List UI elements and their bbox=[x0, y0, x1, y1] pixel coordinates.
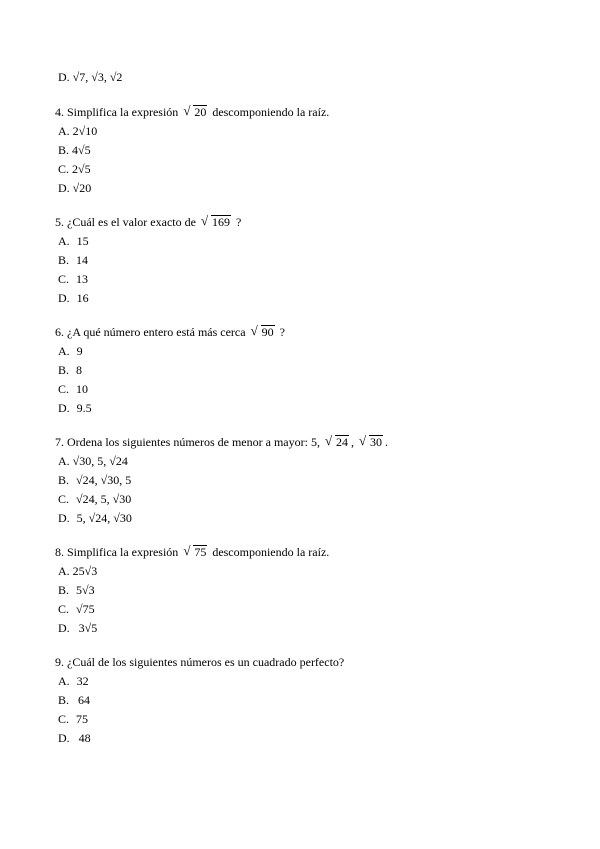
sqrt-expression: √ 20 bbox=[183, 103, 207, 119]
option-label: C. bbox=[58, 712, 70, 726]
option-q9-d bbox=[58, 731, 91, 745]
option-label: D. bbox=[58, 401, 70, 415]
option-q4-a bbox=[58, 124, 97, 138]
option-text: √20 bbox=[72, 181, 92, 195]
option-q5-d bbox=[58, 291, 89, 305]
option-label: C. bbox=[58, 162, 70, 176]
option-q7-a bbox=[58, 454, 128, 468]
question-4 bbox=[55, 105, 329, 119]
option-q6-d bbox=[58, 401, 92, 415]
separator: , bbox=[350, 435, 354, 449]
radicand: 90 bbox=[261, 325, 274, 339]
question-text-suffix: ? bbox=[235, 215, 242, 229]
question-9 bbox=[55, 655, 344, 669]
option-label: D. bbox=[58, 181, 70, 195]
option-text: √7, √3, √2 bbox=[72, 70, 123, 84]
radicand: 24 bbox=[335, 435, 348, 449]
option-text: √30, 5, √24 bbox=[72, 454, 128, 468]
option-text: 9 bbox=[76, 344, 83, 358]
option-text: 9.5 bbox=[76, 401, 92, 415]
option-label: B. bbox=[58, 583, 70, 597]
option-text: 8 bbox=[76, 363, 83, 377]
option-q8-d bbox=[58, 621, 97, 635]
sqrt-expression: √ 90 bbox=[250, 323, 274, 339]
question-text-suffix: ? bbox=[279, 325, 285, 339]
sqrt-expression-2: √ 30 bbox=[358, 433, 382, 449]
option-label: A. bbox=[58, 344, 70, 358]
option-text: 4√5 bbox=[72, 143, 91, 157]
option-label: A. bbox=[58, 124, 70, 138]
option-q4-d bbox=[58, 181, 91, 195]
option-label: D. bbox=[58, 70, 70, 84]
option-text: 5√3 bbox=[76, 583, 95, 597]
option-label: A. bbox=[58, 234, 70, 248]
option-q5-a bbox=[58, 234, 89, 248]
question-7 bbox=[55, 435, 388, 449]
option-text: 2√5 bbox=[72, 162, 91, 176]
sqrt-expression: √ 169 bbox=[200, 213, 230, 229]
option-label: A. bbox=[58, 674, 70, 688]
option-label: B. bbox=[58, 143, 70, 157]
question-5 bbox=[55, 215, 241, 229]
question-text: 8. Simplifica la expresión bbox=[55, 545, 179, 559]
option-q5-b bbox=[58, 253, 88, 267]
question-6 bbox=[55, 325, 285, 339]
option-text: 64 bbox=[78, 693, 91, 707]
option-label: D. bbox=[58, 511, 70, 525]
radicand: 169 bbox=[211, 215, 230, 229]
option-text: 10 bbox=[76, 382, 89, 396]
option-text: √24, 5, √30 bbox=[76, 492, 132, 506]
question-text-suffix: descomponiendo la raíz. bbox=[212, 545, 330, 559]
option-label: A. bbox=[58, 564, 70, 578]
option-q9-c bbox=[58, 712, 88, 726]
question-8 bbox=[55, 545, 329, 559]
option-text: 13 bbox=[76, 272, 89, 286]
option-label: B. bbox=[58, 253, 70, 267]
question-text-suffix: . bbox=[384, 435, 388, 449]
option-label: D. bbox=[58, 731, 70, 745]
option-q6-c bbox=[58, 382, 88, 396]
option-q9-b bbox=[58, 693, 90, 707]
option-q7-d bbox=[58, 511, 132, 525]
option-text: √75 bbox=[76, 602, 95, 616]
question-text: 9. ¿Cuál de los siguientes números es un cuadrado perfecto? bbox=[55, 655, 345, 669]
option-label: B. bbox=[58, 693, 70, 707]
radicand: 20 bbox=[194, 105, 207, 119]
question-text: 5. ¿Cuál es el valor exacto de bbox=[55, 215, 196, 229]
option-label: B. bbox=[58, 363, 70, 377]
option-label: C. bbox=[58, 602, 70, 616]
option-label: A. bbox=[58, 454, 70, 468]
question-text: 7. Ordena los siguientes números de menor a mayor: 5, bbox=[55, 435, 320, 449]
option-text: 48 bbox=[78, 731, 91, 745]
option-q4-c bbox=[58, 162, 91, 176]
option-text: 2√10 bbox=[72, 124, 98, 138]
option-q4-b bbox=[58, 143, 91, 157]
option-label: D. bbox=[58, 291, 70, 305]
option-label: C. bbox=[58, 492, 70, 506]
question-text: 4. Simplifica la expresión bbox=[55, 105, 179, 119]
option-text: 14 bbox=[76, 253, 89, 267]
option-text: 15 bbox=[76, 234, 89, 248]
option-q3-d bbox=[58, 70, 122, 84]
question-text: 6. ¿A qué número entero está más cerca bbox=[55, 325, 246, 339]
option-q8-c bbox=[58, 602, 95, 616]
option-q8-a bbox=[58, 564, 97, 578]
option-q6-b bbox=[58, 363, 82, 377]
sqrt-expression: √ 75 bbox=[183, 543, 207, 559]
option-label: C. bbox=[58, 272, 70, 286]
option-text: 75 bbox=[76, 712, 89, 726]
option-label: C. bbox=[58, 382, 70, 396]
sqrt-expression-1: √ 24 bbox=[324, 433, 348, 449]
option-q8-b bbox=[58, 583, 95, 597]
option-q9-a bbox=[58, 674, 89, 688]
option-q5-c bbox=[58, 272, 88, 286]
option-text: 32 bbox=[76, 674, 89, 688]
question-text-suffix: descomponiendo la raíz. bbox=[212, 105, 330, 119]
radicand: 75 bbox=[194, 545, 207, 559]
option-label: B. bbox=[58, 473, 70, 487]
option-label: D. bbox=[58, 621, 70, 635]
option-q7-c bbox=[58, 492, 131, 506]
option-q7-b bbox=[58, 473, 131, 487]
option-text: 5, √24, √30 bbox=[76, 511, 132, 525]
option-text: √24, √30, 5 bbox=[76, 473, 132, 487]
radicand: 30 bbox=[369, 435, 382, 449]
option-text: 25√3 bbox=[72, 564, 98, 578]
option-text: 3√5 bbox=[78, 621, 98, 635]
option-text: 16 bbox=[76, 291, 89, 305]
option-q6-a bbox=[58, 344, 83, 358]
